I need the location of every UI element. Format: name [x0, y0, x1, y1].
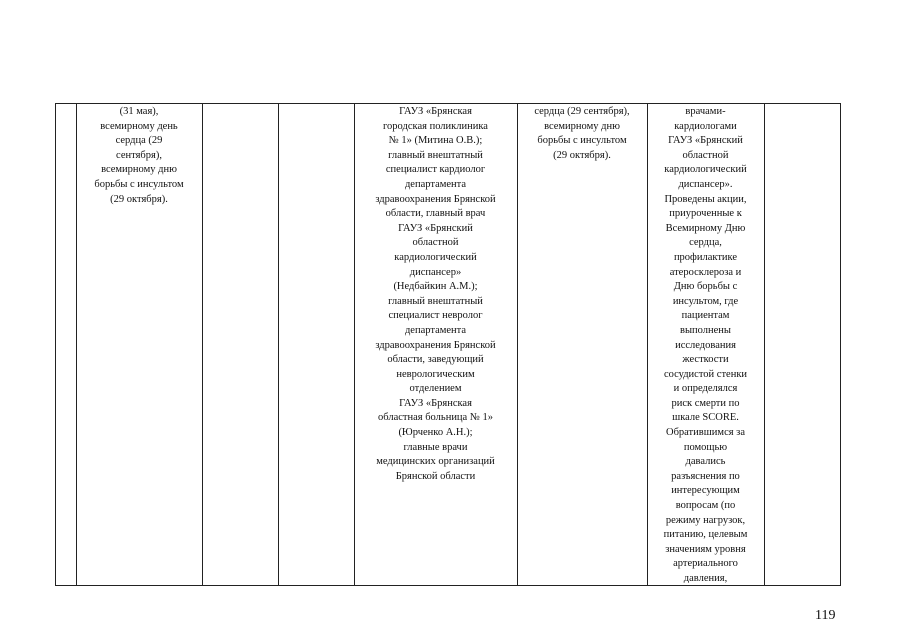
column-border — [517, 103, 518, 585]
column-border — [55, 103, 56, 585]
column-border — [278, 103, 279, 585]
table-bottom-border — [55, 585, 841, 586]
column-border — [764, 103, 765, 585]
page-number: 119 — [815, 608, 836, 623]
dates-cell: сердца (29 сентября), всемирному дню борьбы с инсультом (29 октября). — [534, 106, 630, 161]
table-top-border — [55, 103, 841, 104]
column-border — [202, 103, 203, 585]
responsible-cell: ГАУЗ «Брянская городская поликлиника № 1» (Митина О.В.); главный внештатный специалист кардиолог департамента здравоохранения Брянской области, главный врач ГАУЗ «Брянский областной кардиологический диспансер» (Недбайкин А.М.); главный внештатный специалист невролог департамента здравоохранения Брянской области, заведующий неврологическим отделением ГАУЗ «Брянская областная больница № 1» (Юрченко А.Н.); главные врачи медицинских организаций Брянской области — [375, 106, 496, 482]
column-border — [840, 103, 841, 585]
results-cell: врачами- кардиологами ГАУЗ «Брянский областной кардиологический диспансер». Проведены акции, приуроченные к Всемирному Дню сердца, профилактике атеросклероза и Дню борьбы с инсультом, где пациентам выполнены исследования жесткости сосудистой стенки и определялся риск смерти по шкале SCORE. Обратившимся за помощью давались разъяснения по интересующим вопросам (по режиму нагрузок, питанию, целевым значениям уровня артериального давления, — [663, 106, 748, 583]
events-cell: (31 мая), всемирному день сердца (29 сентября), всемирному дню борьбы с инсультом (29 октября). — [94, 106, 184, 205]
